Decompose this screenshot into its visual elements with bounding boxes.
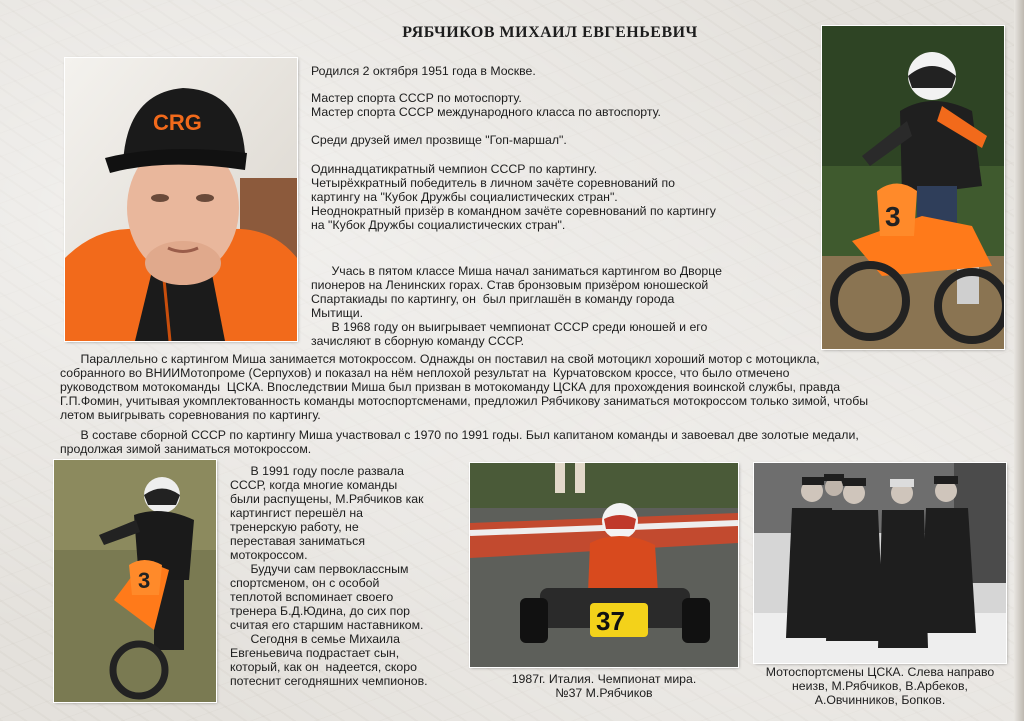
- team-caption: Мотоспортсмены ЦСКА. Слева направо неизв, М.Рябчиков, В.Арбеков, А.Овчинников, Бопков.: [765, 665, 995, 707]
- motocross-photo-bottom: [54, 460, 216, 702]
- kart-caption: 1987г. Италия. Чемпионат мира. №37 М.Рябчиков: [511, 672, 697, 700]
- motocross-photo-top: [822, 26, 1004, 349]
- moto-top-number: 3: [885, 201, 901, 232]
- page-title: РЯБЧИКОВ МИХАИЛ ЕВГЕНЬЕВИЧ: [402, 24, 698, 41]
- school-text: Учась в пятом классе Миша начал заниматься картингом во Дворце пионеров на Ленинских горах. Став бронзовым призёром юношеской Спартакиады по картингу, он был приглашён в команду города Мытищи. В 1968 году он выигрывает чемпионат СССР среди юношей и его зачисляют в сборную команду СССР.: [311, 264, 723, 348]
- portrait-photo: [65, 58, 297, 341]
- moto-bottom-number: 3: [138, 568, 151, 593]
- later-career-text: В 1991 году после развала СССР, когда многие команды были распущены, М.Рябчиков как картингист перешёл на тренерскую работу, не переставая заниматься мотокроссом. Будучи сам первоклассным спортсменом, он с особой теплотой вспоминает своего тренера Б.Д.Юдина, до сих пор считая его старшим наставником. Сегодня в семье Михаила Евгеньевича подрастает сын, который, как он надеется, скоро потеснит сегодняшних чемпионов.: [230, 464, 428, 688]
- motocross-text: Параллельно с картингом Миша занимается мотокроссом. Однажды он поставил на свой мотоцикл хороший мотор с мотоцикла, собранного во ВНИИМотопроме (Серпухов) и показал на нём неплохой результат на Курчатовском кроссе, что было отмечено руководством мотокоманды ЦСКА. Впоследствии Миша был призван в мотокоманду ЦСКА для прохождения воинской службы, правда Г.П.Фомин, учитывая укомплектованность команды мотоспортсменами, предложил Рябчикову заниматься мотокроссом только зимой, чтобы летом выигрывать соревнования по картингу.: [60, 352, 869, 422]
- national-team-text: В составе сборной СССР по картингу Миша участвовал с 1970 по 1991 годы. Был капитаном команды и завоевал две золотые медали, продолжая зимой заниматься мотокроссом.: [60, 428, 859, 456]
- nickname-text: Среди друзей имел прозвище "Гоп-маршал".: [311, 133, 567, 147]
- titles-text: Мастер спорта СССР по мотоспорту. Мастер спорта СССР международного класса по автоспорту.: [311, 91, 661, 119]
- kart-photo: [470, 463, 738, 667]
- kart-number: 37: [596, 606, 625, 636]
- achievements-text: Одиннадцатикратный чемпион СССР по картингу. Четырёхкратный победитель в личном зачёте соревнований по картингу на "Кубок Дружбы социалистических стран". Неоднократный призёр в командном зачёте соревнований по картингу на "Кубок Дружбы социалистических стран".: [311, 162, 716, 232]
- page-edge: [1014, 0, 1024, 721]
- team-photo: [754, 463, 1006, 663]
- cap-logo-text: CRG: [153, 110, 202, 135]
- born-text: Родился 2 октября 1951 года в Москве.: [311, 64, 536, 78]
